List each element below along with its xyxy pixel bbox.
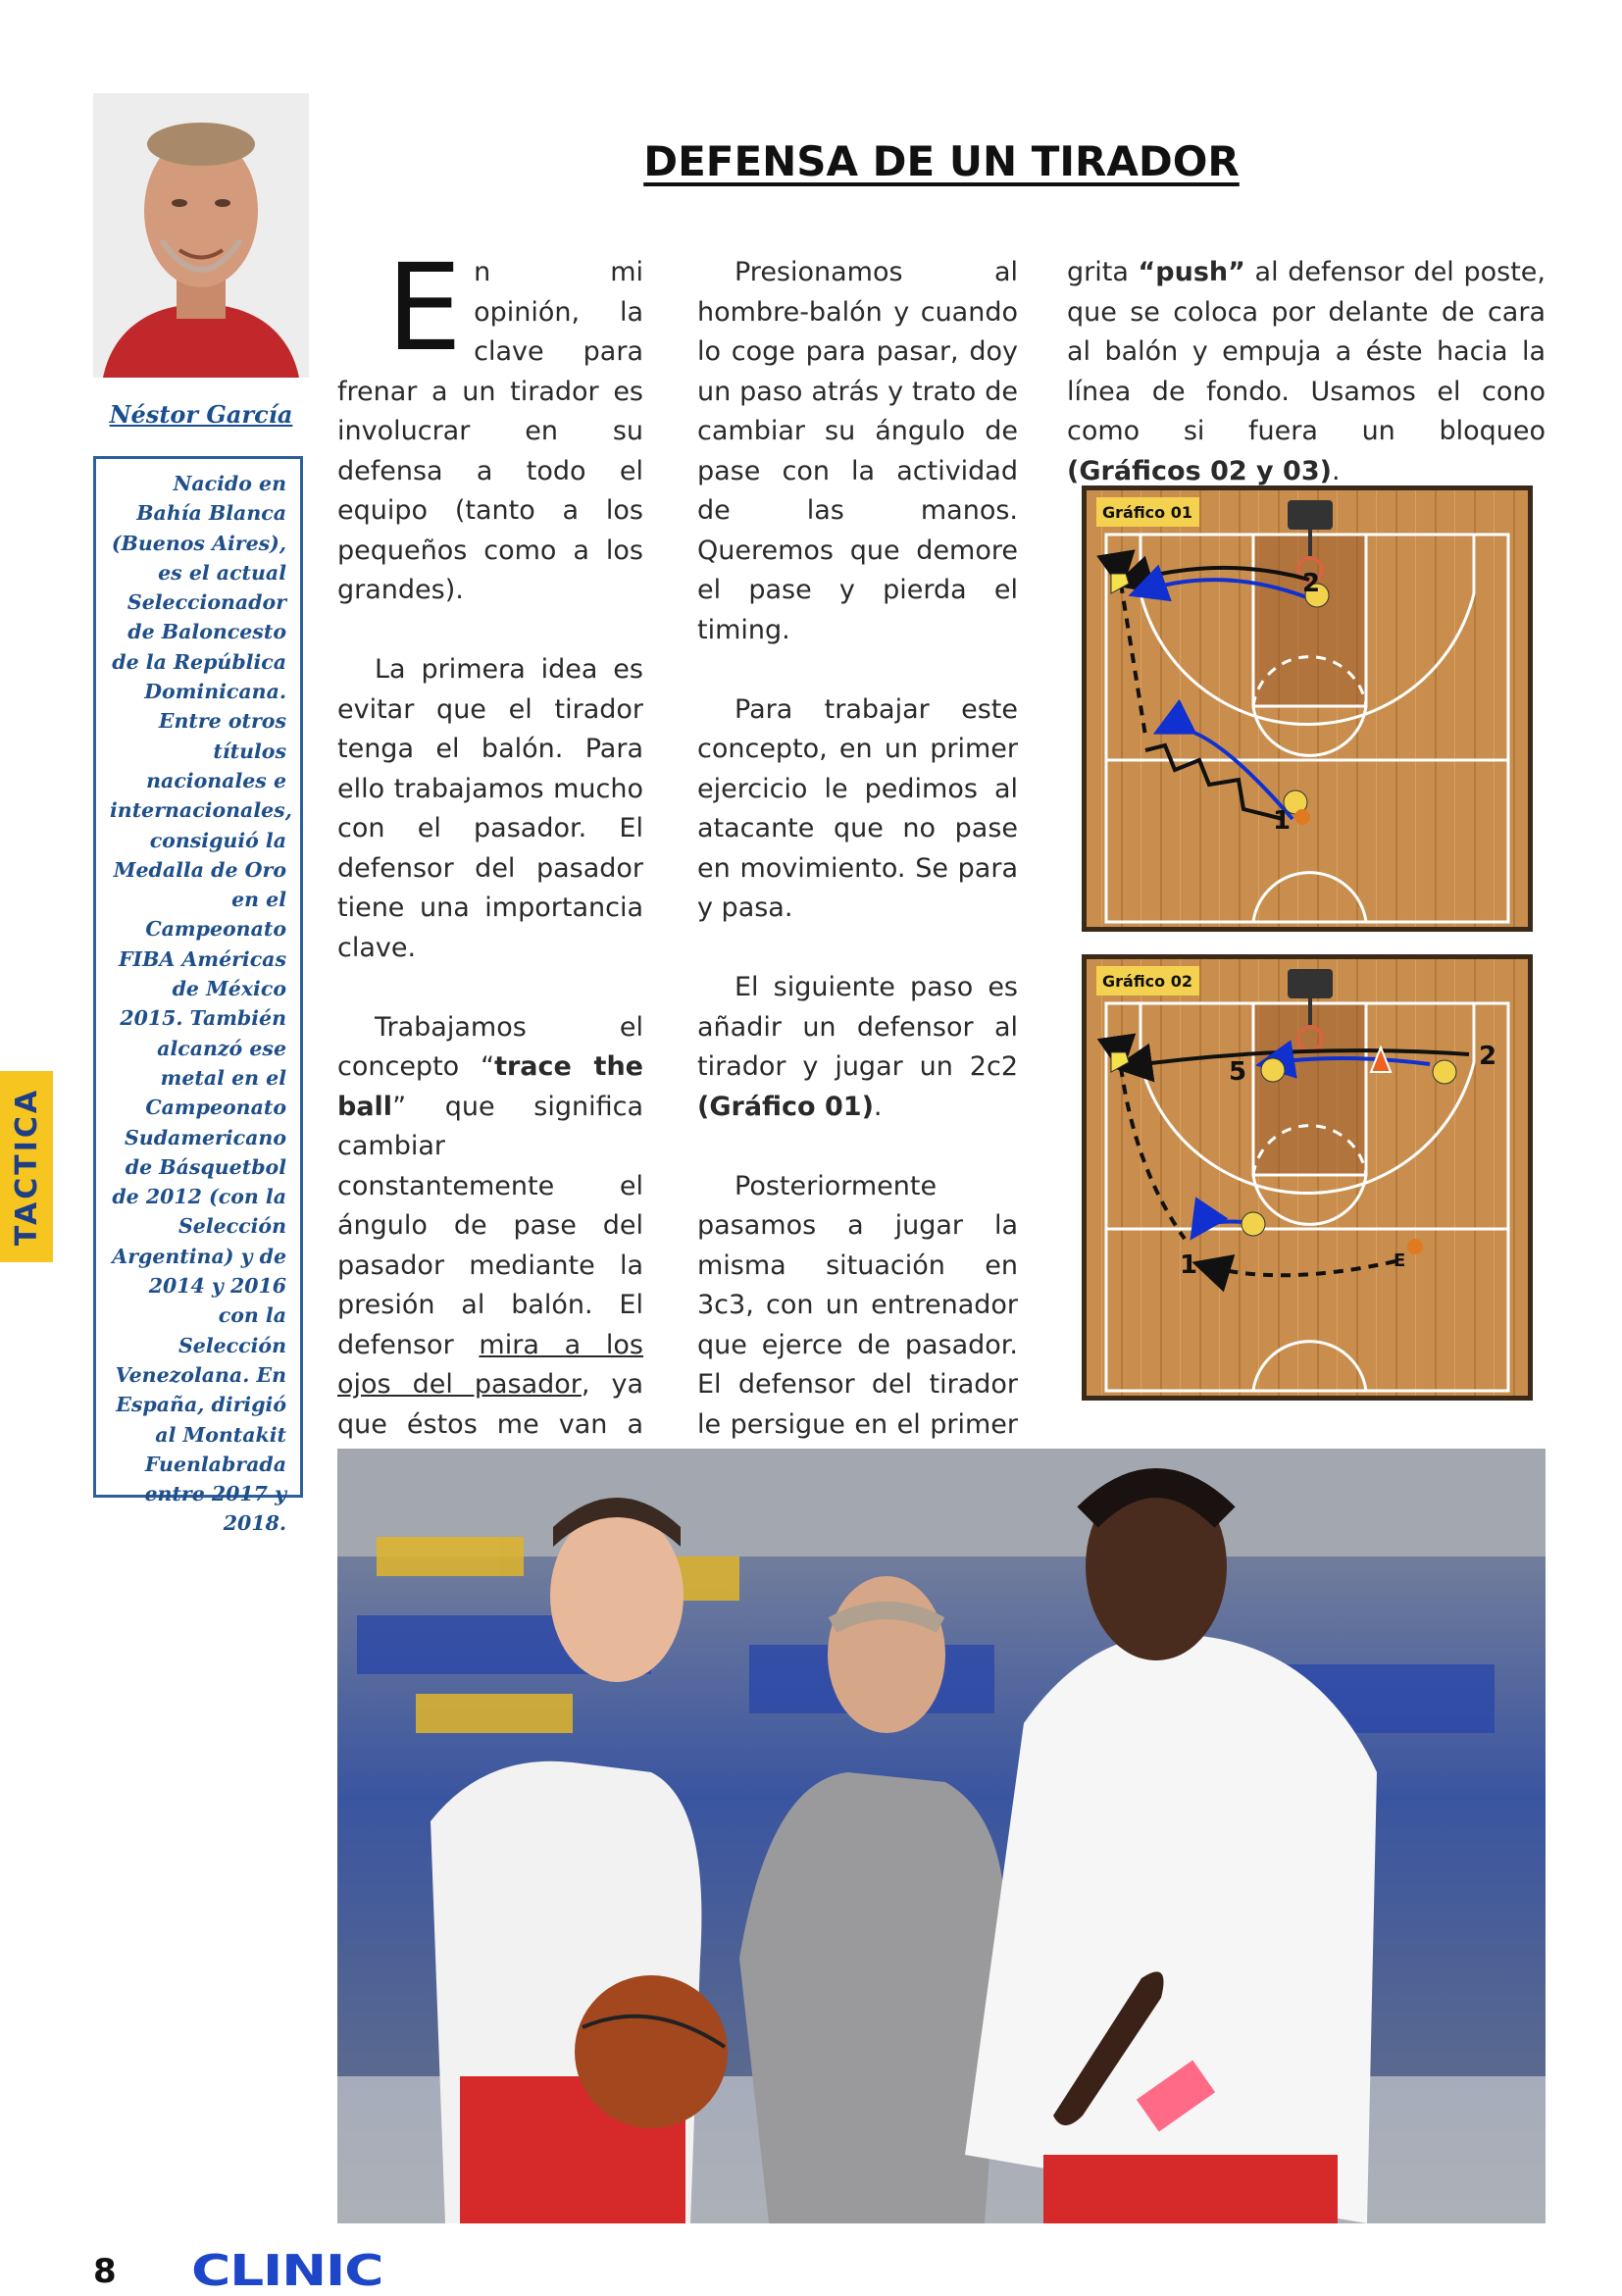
article-column-2: [697, 253, 1018, 1485]
page-number: 8: [93, 2252, 117, 2291]
paragraph-text: , ya que éstos me van a: [337, 1369, 643, 1440]
author-bio: Nacido en Bahía Blanca (Buenos Aires), es el actual Seleccionador de Baloncesto de la República Dominicana. Entre otros títulos nacionales e internacionales, consiguió la Medalla de Oro en el Campeonato FIBA Américas de México 2015. También alcanzó ese metal en el Campeonato Sudamericano de Básquetbol de 2012 (con la Selección Argentina) y de 2014 y 2016 con la Selección Venezolana. En España, dirigió al Montakit Fuenlabrada entre 2017 y 2018.: [110, 472, 292, 1536]
paragraph: [337, 238, 643, 611]
bold-term: “push”: [1138, 257, 1245, 287]
paragraph-text: al defensor del poste, que se coloca por delante de cara al balón y empuja a éste hacia la línea de fondo. Usamos el cono como si fuera un bloqueo: [1067, 257, 1546, 446]
court-diagram-01: [1082, 485, 1533, 932]
paragraph: Para trabajar este concepto, en un primer ejercicio le pedimos al atacante que no pase en movimiento. Se para y pasa.: [697, 693, 1018, 923]
paragraph-text: .: [873, 1091, 883, 1122]
bold-term: trace the ball: [337, 1051, 643, 1122]
paragraph-text: grita: [1067, 257, 1139, 287]
paragraph-text: .: [1331, 455, 1341, 486]
paragraph-text: Trabajamos el concepto “: [337, 1011, 643, 1082]
player-label: 1: [1180, 1250, 1198, 1280]
article-title: DEFENSA DE UN TIRADOR: [643, 137, 1240, 185]
training-photo-illustration: [337, 1449, 1546, 2223]
court-diagram-02: [1082, 954, 1533, 1401]
diagram-label: Gráfico 01: [1102, 503, 1192, 522]
paragraph-text: El siguiente paso es añadir un defensor al tirador y jugar un 2c2: [697, 972, 1018, 1082]
diagram-label: Gráfico 02: [1102, 972, 1192, 991]
paragraph: Presionamos al hombre-balón y cuando lo coge para pasar, doy un paso atrás y trato de cambiar su ángulo de pase con la actividad de las manos. Queremos que demore el pase y pierda el timing.: [697, 257, 1018, 645]
paragraph: [337, 1008, 643, 1525]
player-label: E: [1394, 1250, 1406, 1271]
paragraph: [697, 968, 1018, 1127]
paragraph-text: ” que significa cambiar constantemente el ángulo de pase del pasador mediante la presión al balón. El defensor: [337, 1091, 643, 1360]
drop-cap: E: [386, 238, 463, 378]
author-portrait: [93, 93, 309, 378]
magazine-logo: CLINIC: [191, 2246, 383, 2296]
bold-reference: (Gráficos 02 y 03): [1067, 455, 1332, 486]
player-label: 2: [1302, 569, 1321, 598]
player-label: 2: [1479, 1042, 1497, 1071]
article-column-1: [337, 238, 644, 1524]
section-tab: [0, 1071, 53, 1262]
author-photo-illustration: [93, 93, 309, 378]
author-bio-box: [93, 456, 303, 1536]
paragraph: La primera idea es evitar que el tirador tenga el balón. Para ello trabajamos mucho con el pasador. El defensor del pasador tiene una importancia clave.: [337, 654, 643, 963]
paragraph-text: n mi opinión, la clave para frenar a un tirador es involucrar en su defensa a todo el equipo (tanto a los pequeños como a los grandes).: [337, 257, 643, 605]
section-tab-label: TACTICA: [10, 1087, 44, 1247]
author-name: Néstor García: [109, 400, 293, 429]
player-label: 1: [1273, 806, 1292, 836]
article-column-3: [1067, 253, 1546, 491]
underlined-text: mira a los ojos del pasador: [337, 1329, 644, 1400]
training-photo: [337, 1449, 1546, 2223]
player-label: 5: [1229, 1057, 1247, 1087]
bold-reference: (Gráfico 01): [697, 1091, 874, 1122]
paragraph: [1067, 253, 1546, 491]
paragraph: Posteriormente pasamos a jugar la misma situación en 3c3, con un entrenador que ejerce de pasador. El defensor del tirador le persigue en el primer: [697, 1170, 1018, 1440]
